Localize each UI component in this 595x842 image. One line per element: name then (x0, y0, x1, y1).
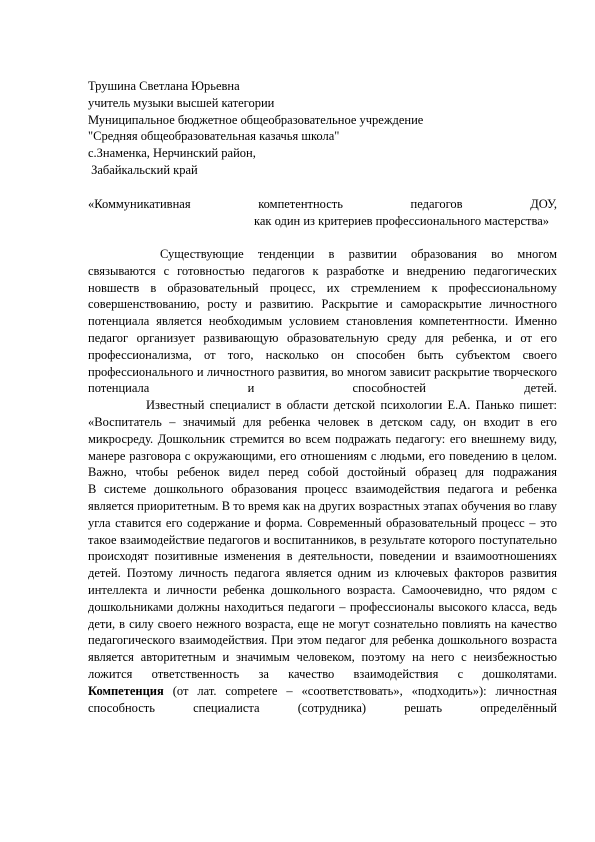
paragraph-2: Известный специалист в области детской психологии Е.А. Панько пишет: «Воспитатель – значимый для ребенка человек в детском саду, он входит в его микросреду. Дошкольник стремится во всем подражать педагогу: его внешнему виду, манере разговора с окружающими, его отношениям с людьми, его поведению в целом. Важно, чтобы ребенок видел перед собой достойный образец для подражания (88, 398, 557, 480)
paragraph-4 (88, 683, 557, 717)
competence-definition: (от лат. competere – «соответствовать», «подходить»): личностная способность специалиста (сотрудника) решать определённый (88, 683, 557, 715)
organization-name: "Средняя общеобразовательная казачья школа" (88, 129, 340, 144)
term-competence: Компетенция (88, 683, 164, 698)
author-position: учитель музыки высшей категории (88, 95, 275, 110)
article-title (88, 196, 557, 230)
title-line-1: «Коммуникативная компетентность педагогов ДОУ, (88, 197, 557, 211)
organization-type: Муниципальное бюджетное общеобразовательное учреждение (88, 112, 424, 127)
author-region: Забайкальский край (88, 162, 198, 177)
title-line-2: как один из критериев профессионального мастерства» (253, 213, 549, 228)
paragraph-1: Существующие тенденции в развитии образования во многом связываются с готовностью педагогов к разработке и внедрению педагогических новшеств в образовательный процесс, их стремлением к профессиональному совершенствованию, росту и развитию. Раскрытие и самораскрытие личностного потенциала является необходимым условием становления компетентности. Именно педагог организует развивающую образовательную среду для ребенка, и от его профессионализма, от того, насколько он способен быть субъектом своего профессионального и личностного развития, во многом зависит раскрытие творческого потенциала и способностей детей. (88, 247, 557, 396)
article-body (88, 246, 557, 716)
author-name: Трушина Светлана Юрьевна (88, 79, 240, 93)
author-locality: с.Знаменка, Нерчинский район, (88, 146, 256, 161)
author-block (88, 78, 528, 179)
paragraph-3: В системе дошкольного образования процесс взаимодействия педагога и ребенка является приоритетным. В то время как на других возрастных этапах обучения во главу угла ставится его содержание и форма. Современный образовательный процесс – это такое взаимодействие педагогов и воспитанников, в результате которого поступательно происходят позитивные изменения в деятельности, поведении и взаимоотношениях детей. Поэтому личность педагога является одним из ключевых факторов развития интеллекта и личности ребенка дошкольного возраста. Самоочевидно, что рядом с дошкольниками должны находиться педагоги – профессионалы высокого класса, ведь дети, в силу своего нежного возраста, еще не могут сознательно повлиять на качество педагогического взаимодействия. При этом педагог для ребенка дошкольного возраста является авторитетным и значимым человеком, поэтому на него с неизбежностью ложится ответственность за качество взаимодействия с дошколятами. (88, 482, 557, 681)
